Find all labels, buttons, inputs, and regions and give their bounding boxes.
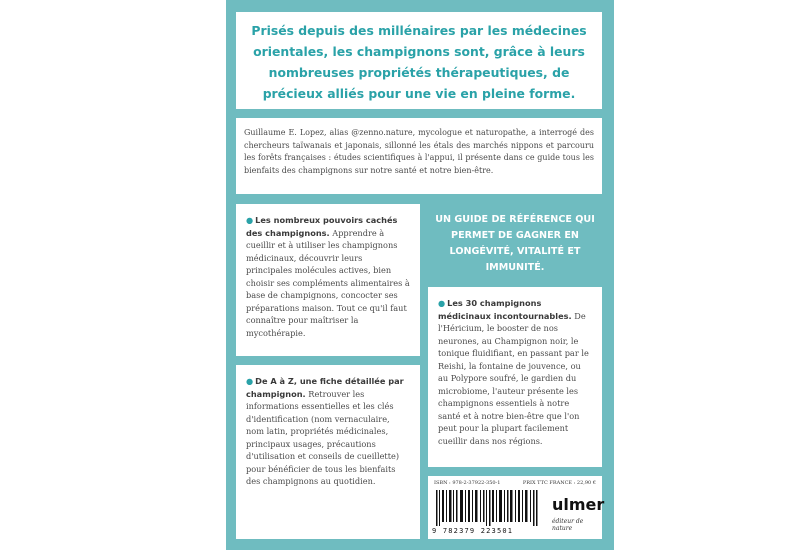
barcode-panel [428,476,605,539]
publisher-tagline: éditeur de nature [552,518,584,532]
az-panel [236,365,420,539]
isbn-label: ISBN : 978-2-37922-350-1 [434,480,501,486]
az-lead: De A à Z, une fiche détaillée par champignon. [246,376,404,399]
tagline-panel [236,12,602,109]
top30-text: De l'Héricium, le booster de nos neurones, au Champignon noir, le tonique fluidifiant, en passant par le Reishi, la fontaine de jouvence, ou au Polypore soufré, le gardien du microbiome, l'auteur présente les champignons essentiels à notre santé et à notre bien-être que l'on peut pour la plupart facilement cueillir dans nos régions. [438,310,589,446]
author-intro-text: Guillaume E. Lopez, alias @zenno.nature, mycologue et naturopathe, a interrogé des chercheurs taïwanais et japonais, sillonné les étals des marchés nippons et parcouru les forêts françaises : études scientifiques à l'appui, il présente dans ce guide tous les bienfaits des champignons sur notre santé et notre bien-être. [244,128,594,175]
barcode-digits: 9 782379 223501 [432,527,514,535]
bullet-icon: ● [438,298,446,308]
barcode-image [436,490,540,526]
reference-guide-banner: UN GUIDE DE RÉFÉRENCE QUI PERMET DE GAGNER EN LONGÉVITÉ, VITALITÉ ET IMMUNITÉ. [435,214,595,273]
book-back-cover [226,0,614,550]
bullet-icon: ● [246,376,254,386]
top30-block [428,287,602,447]
tagline-text: Prisés depuis des millénaires par les médecines orientales, les champignons sont, grâce à leurs nombreuses propriétés thérapeutiques, de précieux alliés pour une vie en pleine forme. [251,23,587,101]
bullet-icon: ● [246,215,254,225]
powers-text: Apprendre à cueillir et à utiliser les champignons médicinaux, découvrir leurs principales molécules actives, bien choisir ses compléments alimentaires à base de champignons, concocter ses préparations maison. Tout ce qu'il faut connaître pour maîtriser la mycothérapie. [246,227,410,338]
powers-block [236,204,420,339]
powers-panel [236,204,420,356]
az-block [236,365,420,488]
powers-lead: Les nombreux pouvoirs cachés des champignons. [246,215,398,238]
price-label: PRIX TTC FRANCE : 22,90 € [522,480,596,486]
top30-lead: Les 30 champignons médicinaux incontournables. [438,298,572,321]
publisher-logo: ulmer [552,495,605,514]
top30-panel [428,287,602,467]
intro-panel [236,118,602,194]
az-text: Retrouver les informations essentielles et les clés d'identification (nom vernaculaire, nom latin, propriétés médicinales, principaux usages, précautions d'utilisation et conseils de cueillette) pour bénéficier de tous les bienfaits des champignons au quotidien. [246,388,400,486]
